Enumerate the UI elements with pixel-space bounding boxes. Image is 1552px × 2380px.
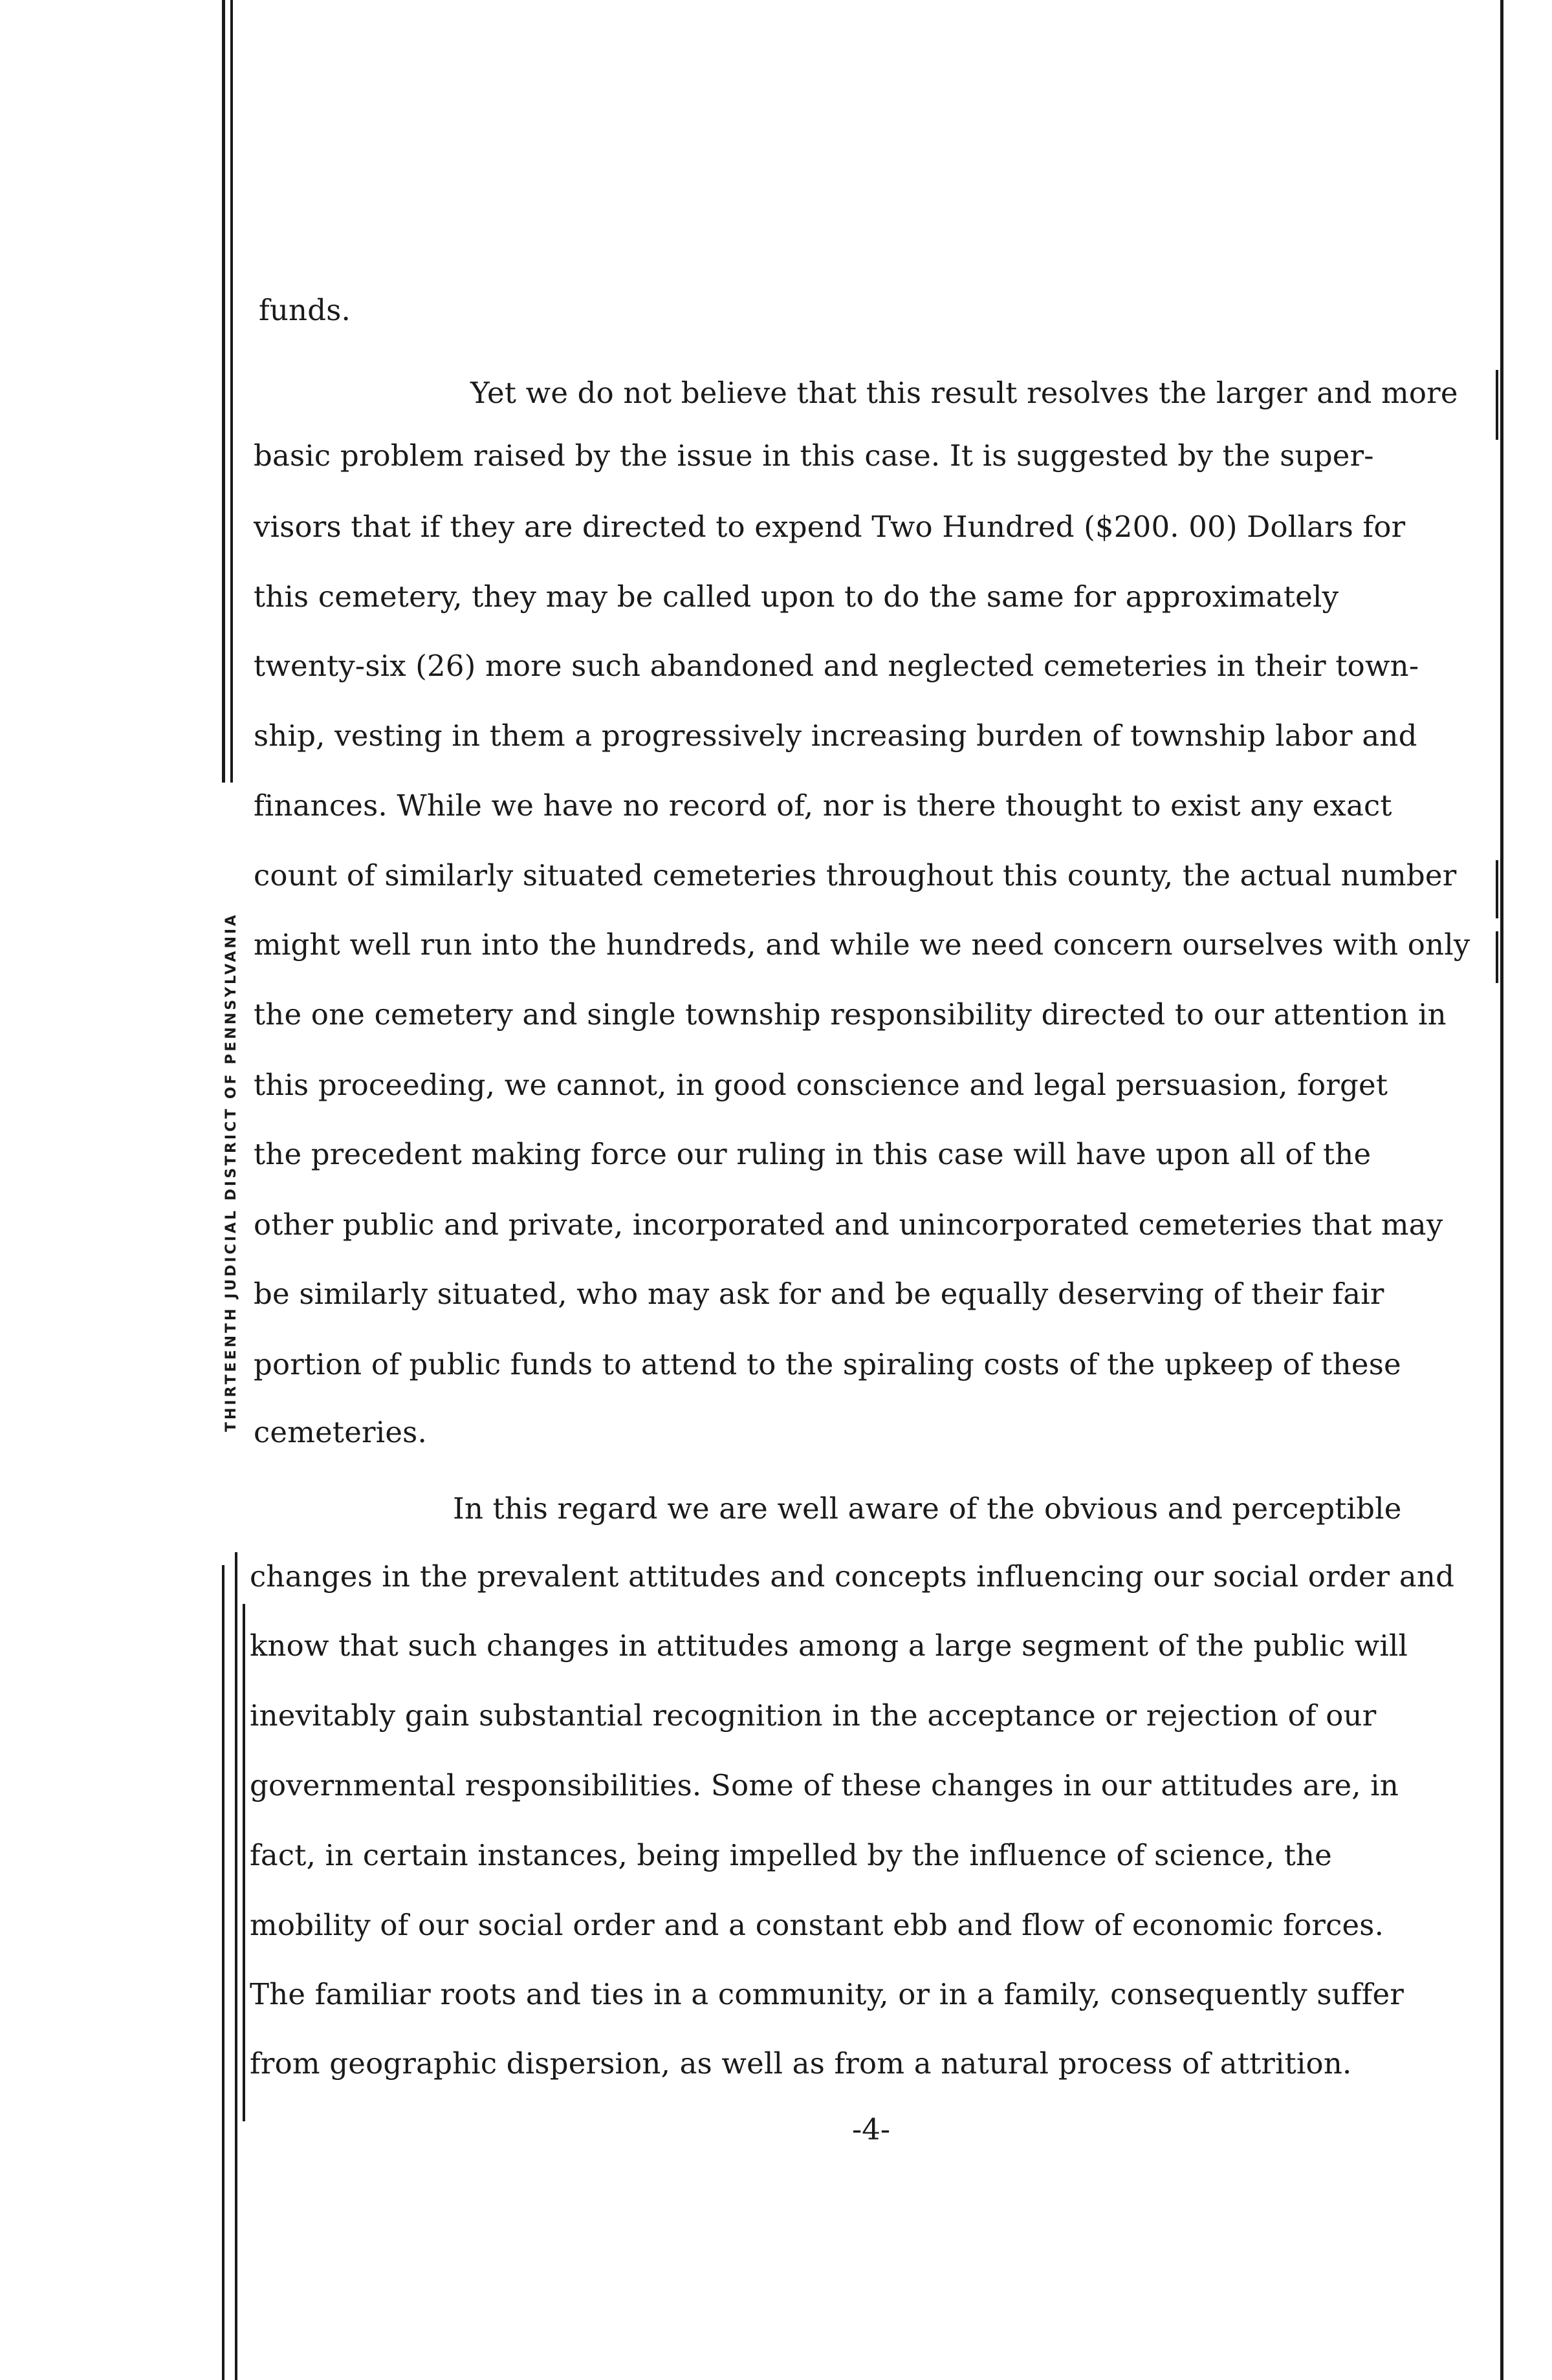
page-number: -4-: [852, 2112, 891, 2147]
court-gutter-label: THIRTEENTH JUDICIAL DISTRICT OF PENNSYLVANIA: [223, 912, 239, 1432]
text-line: from geographic dispersion, as well as from a natural process of attrition.: [250, 2046, 1352, 2081]
text-line: twenty-six (26) more such abandoned and neglected cemeteries in their town-: [254, 649, 1419, 683]
text-line: The familiar roots and ties in a community, or in a family, consequently suffer: [250, 1977, 1404, 2011]
text-line: changes in the prevalent attitudes and concepts influencing our social order and: [250, 1559, 1455, 1594]
text-line: other public and private, incorporated and unincorporated cemeteries that may: [254, 1207, 1443, 1242]
text-line: Yet we do not believe that this result resolves the larger and more: [470, 376, 1458, 410]
text-line: cemeteries.: [254, 1415, 427, 1449]
lower-left-margin-rule: [222, 1565, 224, 2380]
text-line: finances. While we have no record of, nor is there thought to exist any exact: [254, 788, 1392, 823]
text-line: know that such changes in attitudes among a large segment of the public will: [250, 1628, 1408, 1663]
text-line: visors that if they are directed to expend Two Hundred ($200. 00) Dollars for: [254, 510, 1406, 544]
revision-bar: [243, 1604, 245, 2121]
text-line: In this regard we are well aware of the obvious and perceptible: [453, 1491, 1402, 1526]
left-margin-rule: [222, 0, 225, 783]
text-line: portion of public funds to attend to the spiraling costs of the upkeep of these: [254, 1347, 1401, 1381]
right-margin-rule: [1500, 0, 1503, 2380]
text-line: basic problem raised by the issue in this case. It is suggested by the super-: [254, 438, 1374, 473]
text-line: funds.: [259, 293, 351, 327]
text-line: might well run into the hundreds, and while we need concern ourselves with only: [254, 927, 1470, 962]
left-margin-rule-inner: [230, 0, 233, 783]
text-line: fact, in certain instances, being impelled by the influence of science, the: [250, 1838, 1333, 1872]
right-edge-mark: [1496, 931, 1498, 983]
text-line: ship, vesting in them a progressively increasing burden of township labor and: [254, 719, 1417, 753]
text-line: inevitably gain substantial recognition in the acceptance or rejection of our: [250, 1698, 1377, 1733]
text-line: this cemetery, they may be called upon to do the same for approximately: [254, 579, 1339, 614]
lower-left-margin-rule-inner: [235, 1552, 237, 2380]
text-line: be similarly situated, who may ask for and be equally deserving of their fair: [254, 1277, 1384, 1311]
text-line: governmental responsibilities. Some of these changes in our attitudes are, in: [250, 1768, 1399, 1802]
text-line: the precedent making force our ruling in this case will have upon all of the: [254, 1137, 1372, 1171]
right-edge-mark: [1496, 370, 1498, 440]
text-line: this proceeding, we cannot, in good conscience and legal persuasion, forget: [254, 1068, 1388, 1102]
text-line: mobility of our social order and a constant ebb and flow of economic forces.: [250, 1908, 1384, 1942]
text-line: count of similarly situated cemeteries throughout this county, the actual number: [254, 858, 1457, 892]
right-edge-mark: [1496, 860, 1498, 918]
text-line: the one cemetery and single township responsibility directed to our attention in: [254, 997, 1447, 1032]
